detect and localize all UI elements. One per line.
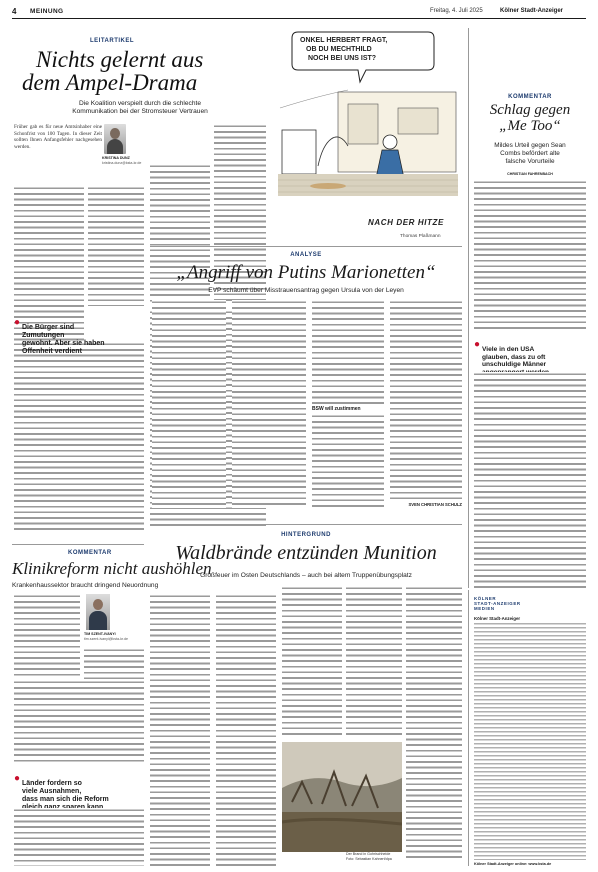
klinikreform-quote-2: viele Ausnahmen, xyxy=(22,788,82,795)
impressum-title: Kölner Stadt-Anzeiger xyxy=(474,616,521,621)
leitartikel-quote-4: Offenheit verdient xyxy=(22,348,82,355)
klinikreform-kicker: KOMMENTAR xyxy=(68,550,112,556)
me-too-quote-2: glauben, dass zu oft xyxy=(482,353,546,361)
analyse-author: SVEN CHRISTIAN SCHULZ xyxy=(408,502,462,507)
waldbraende-body-col2 xyxy=(346,586,402,738)
logo-line-3: MEDIEN xyxy=(474,606,495,611)
leitartikel-headline-line-2: dem Ampel-Drama xyxy=(22,70,198,95)
me-too-author: CHRISTIAN FAHRENBACH xyxy=(507,172,553,176)
klinikreform-headline: Klinikreform nicht aushöhlen xyxy=(12,559,212,578)
cartoon-speech-3: NOCH BEI UNS IST? xyxy=(308,55,377,62)
cartoon-speech xyxy=(300,36,426,63)
analyse-body-col1 xyxy=(152,300,226,508)
leitartikel-quote-1: Die Bürger sind xyxy=(22,324,75,331)
klinikreform-body-col4 xyxy=(216,594,276,866)
leitartikel-kicker: LEITARTIKEL xyxy=(90,38,135,44)
me-too-headline xyxy=(474,102,586,134)
analyse-kicker: ANALYSE xyxy=(290,252,322,258)
leitartikel-subhead-2: Kommunikation bei der Stromsteuer Vertrauen xyxy=(72,108,208,116)
quote-bullet-icon: ● xyxy=(14,773,21,784)
cartoon-caption: NACH DER HITZE xyxy=(368,218,444,227)
page-number: 4 xyxy=(12,7,17,16)
klinikreform-body-col1-mid xyxy=(14,680,144,764)
waldbraende-kicker: HINTERGRUND xyxy=(281,532,331,538)
impressum-divider xyxy=(468,590,469,866)
author-mail: kristina.dunz@ksta-kr.de xyxy=(102,161,142,165)
klinikreform-author-mail: tim.szent-ivanyi@ksta-kr.de xyxy=(84,637,128,641)
cartoon-speech-2: OB DU MECHTHILD xyxy=(306,46,372,53)
impressum-body xyxy=(474,622,586,860)
klinikreform-quote-3: dass man sich die Reform xyxy=(22,796,109,803)
leitartikel-headline xyxy=(22,48,272,94)
impressum-logo xyxy=(474,596,534,611)
leitartikel-subhead xyxy=(14,100,266,117)
me-too-subhead xyxy=(474,142,586,167)
photo-caption: Der Brand in Gohrischheide xyxy=(346,852,391,856)
waldbraende-body-col3 xyxy=(406,586,462,862)
me-too-kicker: KOMMENTAR xyxy=(508,94,552,100)
klinikreform-quote-1: Länder fordern so xyxy=(22,780,82,787)
right-column-divider xyxy=(468,28,469,588)
fire-photo-image xyxy=(282,742,402,852)
me-too-quote xyxy=(474,334,586,376)
klinikreform-author-photo xyxy=(86,594,110,630)
me-too-subhead-2: Combs befördert alte xyxy=(500,150,560,158)
klinikreform-author-name: TIM SZENT-IVANYI xyxy=(84,632,116,636)
cartoon xyxy=(278,28,458,208)
leitartikel-quote-3: gewohnt. Aber sie haben xyxy=(22,340,105,347)
waldbraende-subhead: Großfeuer im Osten Deutschlands – auch bei altem Truppenübungsplatz xyxy=(200,572,412,579)
leitartikel-body-col2 xyxy=(150,164,210,304)
quote-bullet-icon: ● xyxy=(474,339,481,350)
leitartikel-body-col1-lower xyxy=(14,342,144,530)
me-too-headline-1: Schlag gegen xyxy=(489,102,571,118)
header-rule xyxy=(12,18,586,19)
analyse-body-col3b xyxy=(312,414,384,508)
leitartikel-lead-text: Früher gab es für neue Amtsinhaber eine Schonfrist von 100 Tagen. In dieser Zeit sollten Ihnen Anfangsfehler nachgesehen werden. xyxy=(14,124,102,150)
analyse-top-rule xyxy=(150,246,462,247)
klinikreform-body-col1 xyxy=(14,594,80,676)
klinikreform-quote xyxy=(14,768,146,812)
waldbraende-top-rule xyxy=(150,524,462,525)
analyse-body-col2 xyxy=(232,300,306,508)
leitartikel-subhead-1: Die Koalition verspielt durch die schlechte xyxy=(78,100,202,107)
fire-photo xyxy=(282,742,402,852)
me-too-subhead-1: Mildes Urteil gegen Sean xyxy=(494,142,566,149)
paper-name: Kölner Stadt-Anzeiger xyxy=(500,8,564,14)
analyse-headline: „Angriff von Putins Marionetten“ xyxy=(176,262,436,283)
section-label: MEINUNG xyxy=(30,8,64,15)
me-too-body-lower xyxy=(474,372,586,588)
cartoon-credit: Thomas Plaßmann xyxy=(400,234,441,239)
leitartikel-quote xyxy=(14,312,146,356)
logo-line-2: STADT-ANZEIGER xyxy=(474,601,521,606)
analyse-body-col3a xyxy=(312,300,384,404)
analyse-subhead: EVP schäumt über Misstrauensantrag gegen Ursula von der Leyen xyxy=(208,287,404,294)
me-too-headline-2: „Me Too“ xyxy=(499,118,561,134)
analyse-subtitle: BSW will zustimmen xyxy=(312,406,361,412)
impressum-footer: Kölner Stadt-Anzeiger online: www.ksta.de xyxy=(474,862,552,866)
quote-bullet-icon: ● xyxy=(14,317,21,328)
me-too-subhead-3: falsche Vorurteile xyxy=(505,158,555,166)
analyse-body-col4 xyxy=(390,300,462,500)
klinikreform-subhead: Krankenhaussektor braucht dringend Neuordnung xyxy=(12,582,159,589)
leitartikel-headline-line-1: Nichts gelernt aus xyxy=(36,47,204,72)
cartoon-speech-1: ONKEL HERBERT FRAGT, xyxy=(300,37,388,44)
photo-credit: Foto: Sebastian Kahnert/dpa xyxy=(346,857,392,861)
author-name: KRISTINA DUNZ xyxy=(102,156,130,160)
klinikreform-body-col1-lower xyxy=(14,808,144,866)
me-too-body xyxy=(474,180,586,330)
leitartikel-body-col1b xyxy=(88,186,144,306)
author-photo xyxy=(104,124,126,154)
me-too-quote-3: unschuldige Männer xyxy=(482,361,547,369)
waldbraende-headline: Waldbrände entzünden Munition xyxy=(175,542,437,564)
logo-line-1: KÖLNER xyxy=(474,596,497,601)
me-too-quote-1: Viele in den USA xyxy=(482,346,535,353)
klinikreform-top-rule xyxy=(12,544,144,545)
waldbraende-body-col1 xyxy=(282,586,342,738)
klinikreform-body-col3 xyxy=(150,594,210,866)
issue-date: Freitag, 4. Juli 2025 xyxy=(430,8,483,14)
leitartikel-quote-2: Zumutungen xyxy=(22,332,65,339)
